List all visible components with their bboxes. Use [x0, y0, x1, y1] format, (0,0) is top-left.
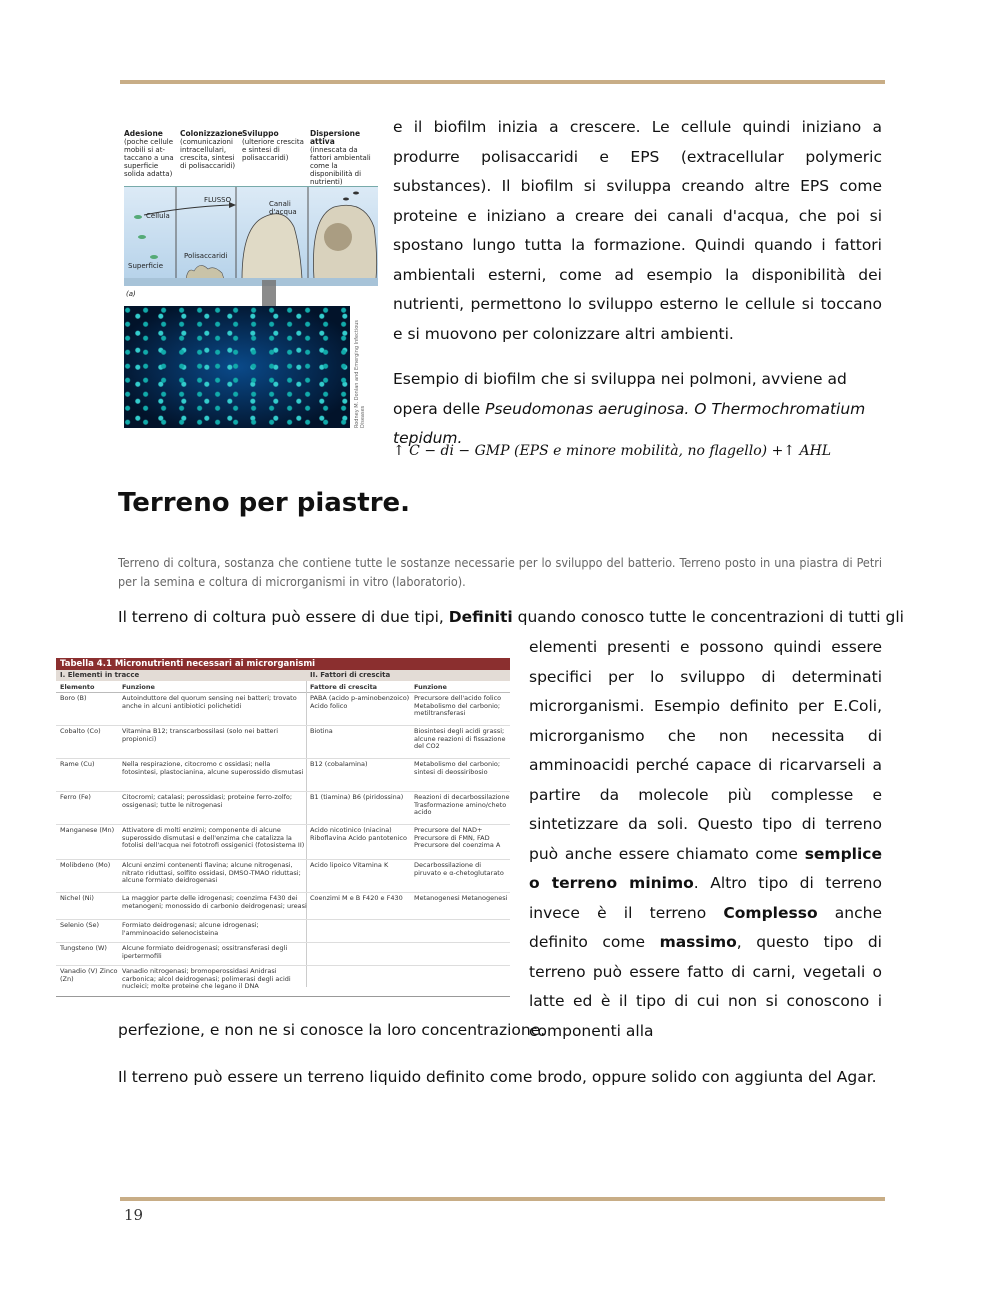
stage-dispersione: Dispersione attiva (innescata da fattori ambientali come la disponibilità di nutrienti)	[310, 129, 371, 186]
paragraph-polmoni: Esempio di biofilm che si sviluppa nei polmoni, avviene ad opera delle Pseudomonas aeruginosa. O Thermochromatium tepidum.	[393, 370, 866, 447]
paragraph-tipi-tail: perfezione, e non ne si conosce la loro concentrazione.	[118, 1021, 546, 1039]
stage-adesione: Adesione (poche cellule mobili si at- taccano a una superficie solida adatta)	[124, 129, 174, 178]
table-row: Boro (B) Autoinduttore del quorum sensing nei batteri; trovato anche in alcuni antibiotici polichetidi PABA (acido p-aminobenzoico) Acido folico Precursore dell'acido folico Metabolismo del carbonio; metiltransferasi	[56, 693, 510, 726]
header-rule	[120, 80, 885, 84]
section-elementi: I. Elementi in tracce	[60, 671, 140, 679]
paragraph-brodo-agar: Il terreno può essere un terreno liquido definito come brodo, oppure solido con aggiunta del Agar.	[118, 1068, 877, 1086]
micronutrients-table	[56, 658, 510, 988]
paragraph-biofilm: e il biofilm inizia a crescere. Le cellule quindi iniziano a produrre polisaccaridi e EPS (extracellular polymeric substances). Il biofilm si sviluppa creando altre EPS come proteine e iniziano a creare dei canali d'acqua, che poi si spostano lungo tutta la formazione. Quindi quando i fattori ambientali esterni, come ad esempio la disponibilità dei nutrienti, permettono lo sviluppo esterno le cellule si toccano e si muovono per colonizzare altri ambienti.	[393, 118, 882, 343]
label-canali: Canali d'acqua	[269, 200, 297, 216]
stage-colonizzazione: Colonizzazione (comunicazioni intracellulari, crescita, sintesi di polisaccaridi)	[180, 129, 243, 170]
section-heading: Terreno per piastre.	[118, 488, 411, 518]
biofilm-figure	[124, 130, 378, 428]
table-sections	[56, 670, 510, 681]
label-polisaccaridi: Polisaccaridi	[184, 252, 228, 260]
table-row: Vanadio (V) Zinco (Zn) Vanadio nitrogenasi; bromoperossidasi Anidrasi carbonica; alcol deidrogenasi; polimerasi degli acidi nucleici; molte proteine che legano il DNA	[56, 966, 510, 997]
table-title: Tabella 4.1 Micronutrienti necessari ai microrganismi	[56, 658, 510, 670]
definition-note: Terreno di coltura, sostanza che contiene tutte le sostanze necessarie per lo sviluppo del batterio. Terreno posto in una piastra di Petri per la semina e coltura di microrganismi in vitro (laboratorio).	[118, 555, 882, 589]
header-funzione: Funzione	[122, 683, 155, 691]
paragraph-tipi-body: elementi presenti e possono quindi essere specifici per lo sviluppo di determinati microrganismi. Esempio definito per E.Coli, microrganismo che non necessita di amminoacidi perché capace di ricarvarseli a partire da molecole più complesse e sintetizzare da soli. Questo tipo di terreno può anche essere chiamato come semplice o terreno minimo. Altro tipo di terreno invece è il terreno Complesso anche definito come massimo, questo tipo di terreno può essere fatto di carni, vegetali o latte ed è il tipo di cui non si conoscono i componenti alla	[529, 638, 883, 1040]
stage-sviluppo: Sviluppo (ulteriore crescita e sintesi di polisaccaridi)	[242, 129, 304, 162]
table-row: Nichel (Ni) La maggior parte delle idrogenasi; coenzima F430 dei metanogeni; monossido di carbonio deidrogenasi; ureasi Coenzimi M e B F420 e F430 Metanogenesi Metanogenesi	[56, 893, 510, 920]
table-row: Rame (Cu) Nella respirazione, citocromo c ossidasi; nella fotosintesi, plastocianina, alcune superossido dismutasi B12 (cobalamina) Metabolismo del carbonio; sintesi di deossiribosio	[56, 759, 510, 792]
table-row: Tungsteno (W) Alcune formiato deidrogenasi; ossitransferasi degli ipertermofili	[56, 943, 510, 966]
header-funzione-2: Funzione	[414, 683, 447, 691]
formula: ↑ C − di − GMP (EPS e minore mobilità, no flagello) +↑ AHL	[393, 443, 832, 459]
table-row: Ferro (Fe) Citocromi; catalasi; perossidasi; proteine ferro-zolfo; ossigenasi; tutte le nitrogenasi B1 (tiamina) B6 (piridossina) Reazioni di decarbossilazione Trasformazione amino/cheto acido	[56, 792, 510, 825]
label-flusso: FLUSSO	[204, 196, 232, 204]
page-number: 19	[124, 1206, 144, 1224]
header-elemento: Elemento	[60, 683, 95, 691]
biofilm-micrograph	[124, 306, 350, 428]
footer-rule	[120, 1197, 885, 1201]
header-fattore: Fattore di crescita	[310, 683, 378, 691]
section-fattori: II. Fattori di crescita	[310, 671, 391, 679]
table-row: Selenio (Se) Formiato deidrogenasi; alcune idrogenasi; l'amminoacido selenocisteina	[56, 920, 510, 943]
label-panel: (a)	[126, 290, 136, 298]
label-superficie: Superficie	[128, 262, 164, 270]
table-row: Manganese (Mn) Attivatore di molti enzimi; componente di alcune superossido dismutasi e dell'enzima che catalizza la fotolisi dell'acqua nei fototrofi ossigenici (fotosistema II) Acido nicotinico (niacina) Riboflavina Acido pantotenico Precursore del NAD+ Precursore di FMN, FAD Precursore del coenzima A	[56, 825, 510, 860]
table-row: Cobalto (Co) Vitamina B12; transcarbossilasi (solo nei batteri propionici) Biotina Biosintesi degli acidi grassi; alcune reazioni di fissazione del CO2	[56, 726, 510, 759]
paragraph-tipi-line1: Il terreno di coltura può essere di due tipi, Definiti quando conosco tutte le concentrazioni di tutti gli	[118, 608, 904, 626]
table-row: Molibdeno (Mo) Alcuni enzimi contenenti flavina; alcune nitrogenasi, nitrato riduttasi, solfito ossidasi, DMSO-TMAO riduttasi; alcune formiato deidrogenasi Acido lipoico Vitamina K Decarbossilazione di piruvato e α-chetoglutarato	[56, 860, 510, 893]
figure-credit: Rodney M. Donlan and Emerging Infectious Diseases	[354, 319, 366, 428]
label-cellula: Cellula	[146, 212, 170, 220]
substrate-band	[124, 278, 378, 286]
table-header-row	[56, 681, 510, 693]
